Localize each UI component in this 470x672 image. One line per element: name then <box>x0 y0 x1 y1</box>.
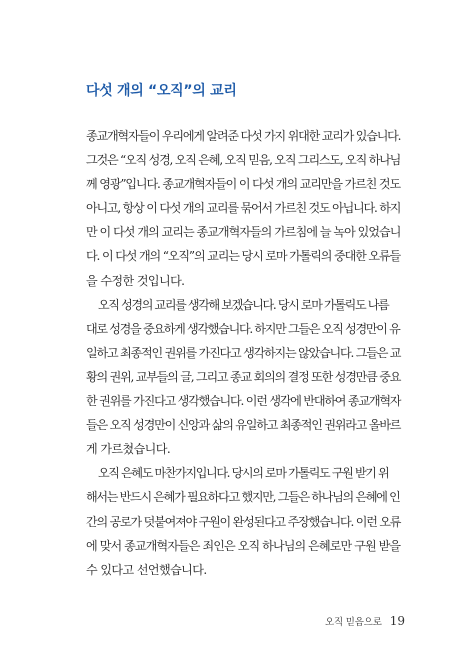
text-line: 해서는 반드시 은혜가 필요하다고 했지만, 그들은 하나님의 은혜에 인 <box>86 490 400 505</box>
text-line: 종교개혁자들이 우리에게 알려준 다섯 가지 위대한 교리가 있습니다. <box>86 129 401 143</box>
text-line: 을 수정한 것입니다. <box>86 273 185 288</box>
text-line: 대로 성경을 중요하게 생각했습니다. 하지만 그들은 오직 성경만이 유 <box>86 321 400 336</box>
text-line: 수 있다고 선언했습니다. <box>86 562 207 577</box>
text-line: 다. 이 다섯 개의 “오직”의 교리는 당시 로마 가톨릭의 중대한 오류들 <box>86 249 400 264</box>
text-line: 그것은 “오직 성경, 오직 은혜, 오직 믿음, 오직 그리스도, 오직 하나님 <box>86 153 401 168</box>
section-heading: 다섯 개의 “오직”의 교리 <box>86 83 237 99</box>
paragraph <box>86 124 400 293</box>
text-line: 오직 성경의 교리를 생각해 보겠습니다. 당시 로마 가톨릭도 나름 <box>98 297 389 312</box>
paragraph <box>86 293 400 462</box>
text-line: 간의 공로가 덧붙여져야 구원이 완성된다고 주장했습니다. 이런 오류 <box>86 514 401 529</box>
paragraph <box>86 461 400 581</box>
page-footer <box>325 610 405 629</box>
text-line: 께 영광”입니다. 종교개혁자들이 이 다섯 개의 교리만을 가르친 것도 <box>86 177 401 192</box>
page-number: 19 <box>389 614 405 628</box>
text-line: 만 이 다섯 개의 교리는 종교개혁자들의 가르침에 늘 녹아 있었습니 <box>86 225 401 240</box>
text-line: 게 가르쳤습니다. <box>86 442 171 457</box>
text-line: 아니고, 항상 이 다섯 개의 교리를 묶어서 가르친 것도 아닙니다. 하지 <box>86 201 401 216</box>
text-line: 일하고 최종적인 권위를 가진다고 생각하지는 않았습니다. 그들은 교 <box>86 345 401 360</box>
text-line: 한 권위를 가진다고 생각했습니다. 이런 생각에 반대하여 종교개혁자 <box>86 394 401 409</box>
text-line: 황의 권위, 교부들의 글, 그리고 종교 회의의 결정 또한 성경만큼 중요 <box>86 369 401 384</box>
text-line: 들은 오직 성경만이 신앙과 삶의 유일하고 최종적인 권위라고 올바르 <box>86 418 401 433</box>
text-line: 오직 은혜도 마찬가지입니다. 당시의 로마 가톨릭도 구원 받기 위 <box>98 466 389 481</box>
running-title: 오직 믿음으로 <box>325 617 382 628</box>
body-text <box>86 124 400 582</box>
text-line: 에 맞서 종교개혁자들은 죄인은 오직 하나님의 은혜로만 구원 받을 <box>86 538 401 553</box>
